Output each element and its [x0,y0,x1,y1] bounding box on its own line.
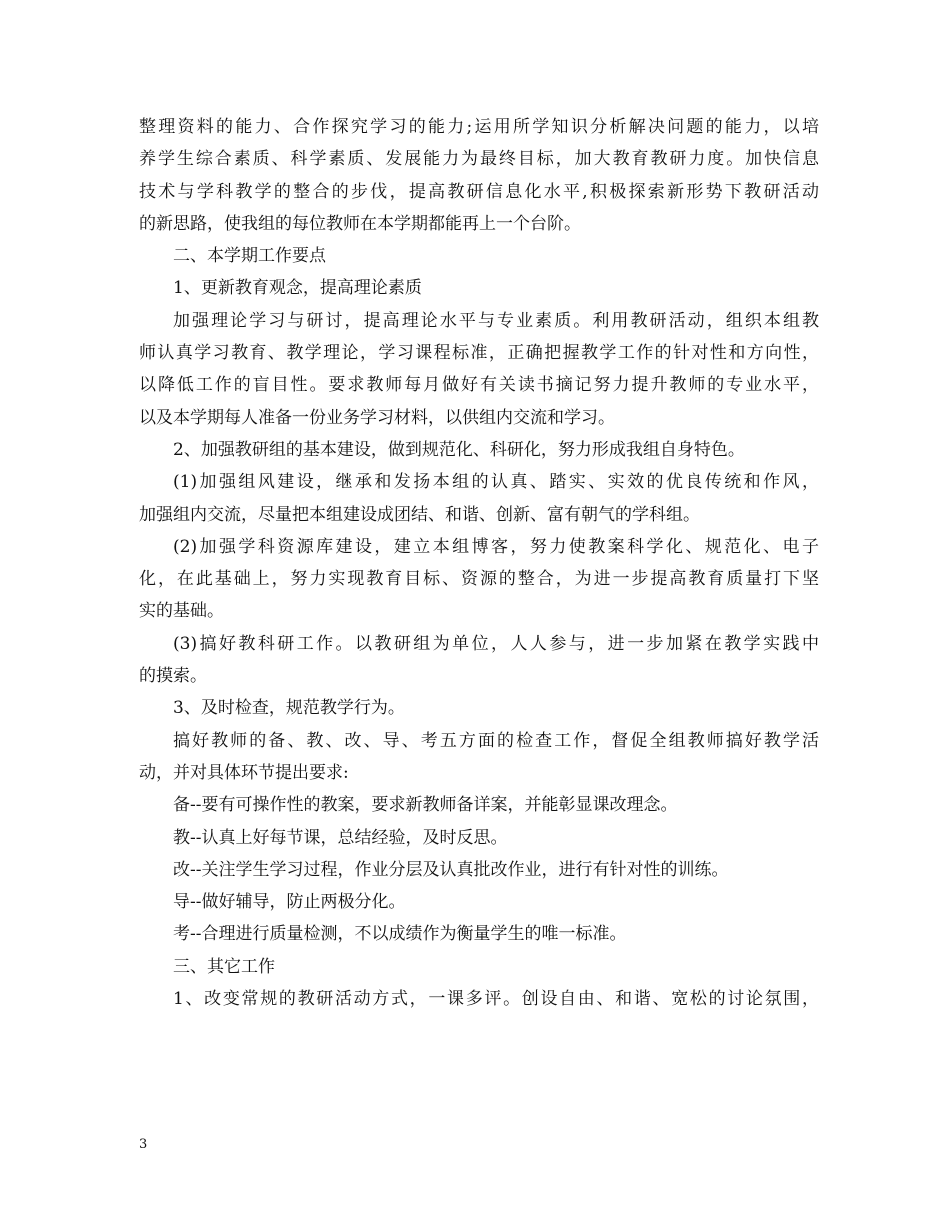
text-line: (1)加强组风建设，继承和发扬本组的认真、踏实、实效的优良传统和作风， [173,472,819,493]
text-line: 以降低工作的盲目性。要求教师每月做好有关读书摘记努力提升教师的专业水平， [139,375,819,396]
text-line: 化，在此基础上，努力实现教育目标、资源的整合，为进一步提高教育质量打下坚 [139,569,819,590]
text-line: 加强组内交流，尽量把本组建设成团结、和谐、创新、富有朝气的学科组。 [139,504,700,525]
text-line: 技术与学科教学的整合的步伐，提高教研信息化水平,积极探索新形势下教研活动 [139,181,819,202]
text-line: 加强理论学习与研讨，提高理论水平与专业素质。利用教研活动，组织本组教 [173,310,819,331]
text-line: 师认真学习教育、教学理论，学习课程标准，正确把握教学工作的针对性和方向性， [139,343,819,364]
text-line: 导--做好辅导，防止两极分化。 [173,892,406,913]
text-line: 1、改变常规的教研活动方式，一课多评。创设自由、和谐、宽松的讨论氛围， [173,989,819,1010]
text-line: (3)搞好教科研工作。以教研组为单位，人人参与，进一步加紧在教学实践中 [173,633,819,654]
text-line: 2、加强教研组的基本建设，做到规范化、科研化，努力形成我组自身特色。 [173,439,745,460]
text-line: 以及本学期每人准备一份业务学习材料，以供组内交流和学习。 [139,407,615,428]
page-number: 3 [139,1137,148,1152]
text-line: 二、本学期工作要点 [173,246,326,267]
text-line: 考--合理进行质量检测，不以成绩作为衡量学生的唯一标准。 [173,924,627,945]
text-line: 养学生综合素质、科学素质、发展能力为最终目标，加大教育教研力度。加快信息 [139,149,819,170]
text-line: 的摸索。 [139,666,207,687]
text-line: 3、及时检查，规范教学行为。 [173,698,405,719]
text-line: 的新思路，使我组的每位教师在本学期都能再上一个台阶。 [139,213,581,234]
text-line: 实的基础。 [139,601,224,622]
text-line: 搞好教师的备、教、改、导、考五方面的检查工作，督促全组教师搞好教学活 [173,730,819,751]
text-line: 改--关注学生学习过程，作业分层及认真批改作业，进行有针对性的训练。 [173,859,729,880]
text-line: 动，并对具体环节提出要求: [139,762,349,783]
text-line: (2)加强学科资源库建设，建立本组博客，努力使教案科学化、规范化、电子 [173,536,819,557]
text-line: 整理资料的能力、合作探究学习的能力;运用所学知识分析解决问题的能力，以培 [139,117,819,137]
text-line: 备--要有可操作性的教案，要求新教师备详案，并能彰显课改理念。 [173,795,678,816]
text-line: 三、其它工作 [173,956,275,977]
text-line: 教--认真上好每节课，总结经验，及时反思。 [173,827,508,848]
text-line: 1、更新教育观念，提高理论素质 [173,278,422,299]
document-body [139,111,819,1015]
